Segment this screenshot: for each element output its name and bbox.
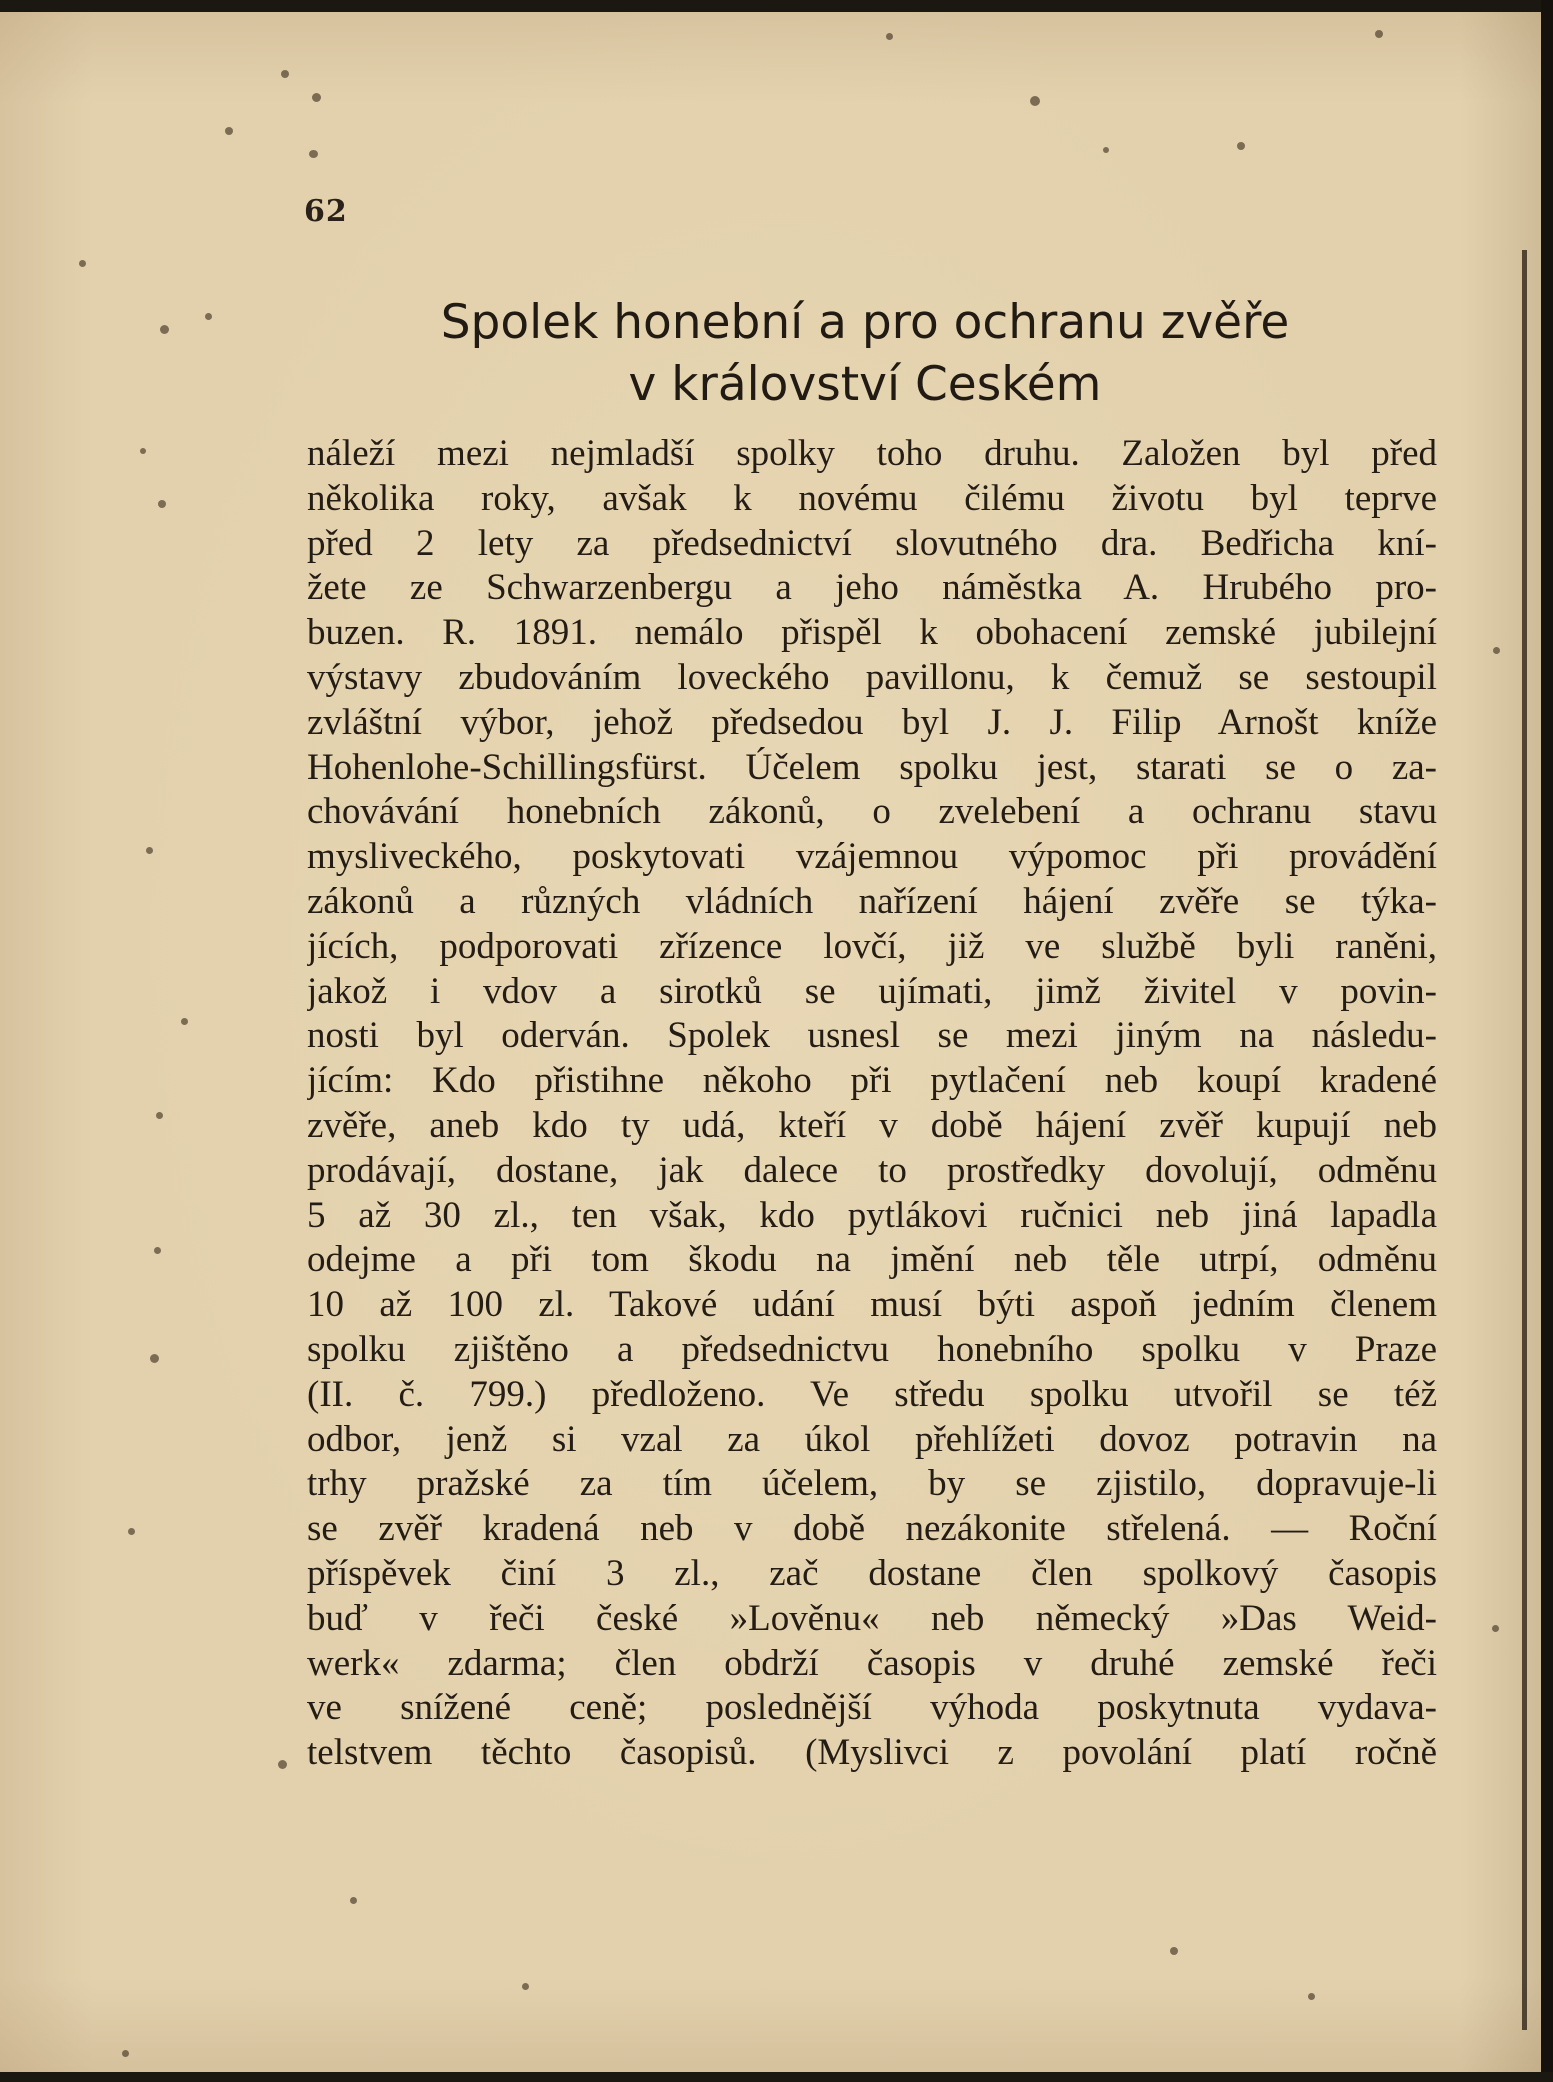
text-line: zákonů a různých vládních nařízení hájení zvěře se týka- xyxy=(307,880,1437,922)
title-line: Spolek honební a pro ochranu zvěře xyxy=(440,295,1290,350)
paper-speck xyxy=(154,1247,161,1254)
text-line: se zvěř kradená neb v době nezákonite střelená. — Roční xyxy=(307,1508,1437,1550)
text-line: žete ze Schwarzenbergu a jeho náměstka A. Hrubého pro- xyxy=(307,567,1437,609)
text-line: telstvem těchto časopisů. (Myslivci z povolání platí ročně xyxy=(307,1732,1437,1774)
paper-speck xyxy=(128,1528,135,1535)
paper-speck xyxy=(522,1983,529,1990)
text-line: několika roky, avšak k novému čilému životu byl teprve xyxy=(307,477,1437,519)
text-line: mysliveckého, poskytovati vzájemnou výpomoc při provádění xyxy=(307,836,1437,878)
paper-speck xyxy=(1493,647,1500,654)
text-line: prodávají, dostane, jak dalece to prostředky dovolují, odměnu xyxy=(307,1149,1437,1191)
text-line: zvěře, aneb kdo ty udá, kteří v době hájení zvěř kupují neb xyxy=(307,1104,1437,1146)
paper-speck xyxy=(158,500,166,508)
body-paragraph xyxy=(307,432,1437,1776)
paper-speck xyxy=(1170,1947,1178,1955)
paper-speck xyxy=(350,1897,357,1904)
paper-speck xyxy=(1375,30,1383,38)
scan-border-bottom xyxy=(0,2072,1553,2082)
paper-speck xyxy=(150,1354,159,1363)
text-line: chovávání honebních zákonů, o zvelebení a ochranu stavu xyxy=(307,791,1437,833)
paper-speck xyxy=(278,1760,287,1769)
text-line: Hohenlohe-Schillingsfürst. Účelem spolku jest, starati se o za- xyxy=(307,746,1437,788)
paper-speck xyxy=(309,150,318,158)
paper-speck xyxy=(1030,96,1040,106)
text-line: příspěvek činí 3 zl., zač dostane člen spolkový časopis xyxy=(307,1552,1437,1594)
text-line: zvláštní výbor, jehož předsedou byl J. J. Filip Arnošt kníže xyxy=(307,701,1437,743)
text-line: výstavy zbudováním loveckého pavillonu, k čemuž se sestoupil xyxy=(307,656,1437,698)
page-title xyxy=(300,292,1430,416)
scan-border-right xyxy=(1541,0,1553,2082)
text-line: před 2 lety za předsednictví slovutného dra. Bedřicha kní- xyxy=(307,522,1437,564)
text-line: náleží mezi nejmladší spolky toho druhu. Založen byl před xyxy=(307,433,1437,474)
page-number: 62 xyxy=(304,194,348,229)
text-line: jakož i vdov a sirotků se ujímati, jimž živitel v povin- xyxy=(307,970,1437,1012)
paper-speck xyxy=(312,93,321,102)
paper-speck xyxy=(225,127,233,135)
page-edge-shadow xyxy=(1522,250,1527,2030)
scan-border-top xyxy=(0,0,1553,12)
paper-speck xyxy=(181,1018,188,1025)
text-line: (II. č. 799.) předloženo. Ve středu spolku utvořil se též xyxy=(307,1373,1437,1415)
text-line: odejme a při tom škodu na jmění neb těle utrpí, odměnu xyxy=(307,1239,1437,1281)
paper-speck xyxy=(281,70,289,78)
text-line: buď v řeči české »Lověnu« neb německý »Das Weid- xyxy=(307,1597,1437,1639)
title-line: v království Ceském xyxy=(628,357,1102,412)
paper-speck xyxy=(1237,142,1245,150)
paper-speck xyxy=(1308,1993,1315,2000)
text-line: nosti byl oderván. Spolek usnesl se mezi jiným na následu- xyxy=(307,1015,1437,1057)
text-line: 10 až 100 zl. Takové udání musí býti aspoň jedním členem xyxy=(307,1284,1437,1326)
paper-speck xyxy=(79,260,86,267)
text-line: trhy pražské za tím účelem, by se zjistilo, dopravuje-li xyxy=(307,1463,1437,1505)
text-line: jících, podporovati zřízence lovčí, již ve službě byli raněni, xyxy=(307,925,1437,967)
paper-speck xyxy=(156,1112,163,1119)
text-line: jícím: Kdo přistihne někoho při pytlačení neb koupí kradené xyxy=(307,1060,1437,1102)
paper-speck xyxy=(122,2050,129,2057)
text-line: ve snížené ceně; poslednější výhoda poskytnuta vydava- xyxy=(307,1687,1437,1729)
text-line: 5 až 30 zl., ten však, kdo pytlákovi ručnici neb jiná lapadla xyxy=(307,1194,1437,1236)
text-line: odbor, jenž si vzal za úkol přehlížeti dovoz potravin na xyxy=(307,1418,1437,1460)
paper-speck xyxy=(146,847,153,854)
text-line: werk« zdarma; člen obdrží časopis v druhé zemské řeči xyxy=(307,1642,1437,1684)
text-line: spolku zjištěno a předsednictvu honebního spolku v Praze xyxy=(307,1328,1437,1370)
text-line: buzen. R. 1891. nemálo přispěl k obohacení zemské jubilejní xyxy=(307,612,1437,654)
paper-speck xyxy=(1103,147,1109,153)
paper-speck xyxy=(205,313,212,320)
paper-speck xyxy=(886,33,893,40)
paper-speck xyxy=(140,448,146,454)
paper-speck xyxy=(1492,1625,1499,1632)
paper-speck xyxy=(160,325,169,334)
